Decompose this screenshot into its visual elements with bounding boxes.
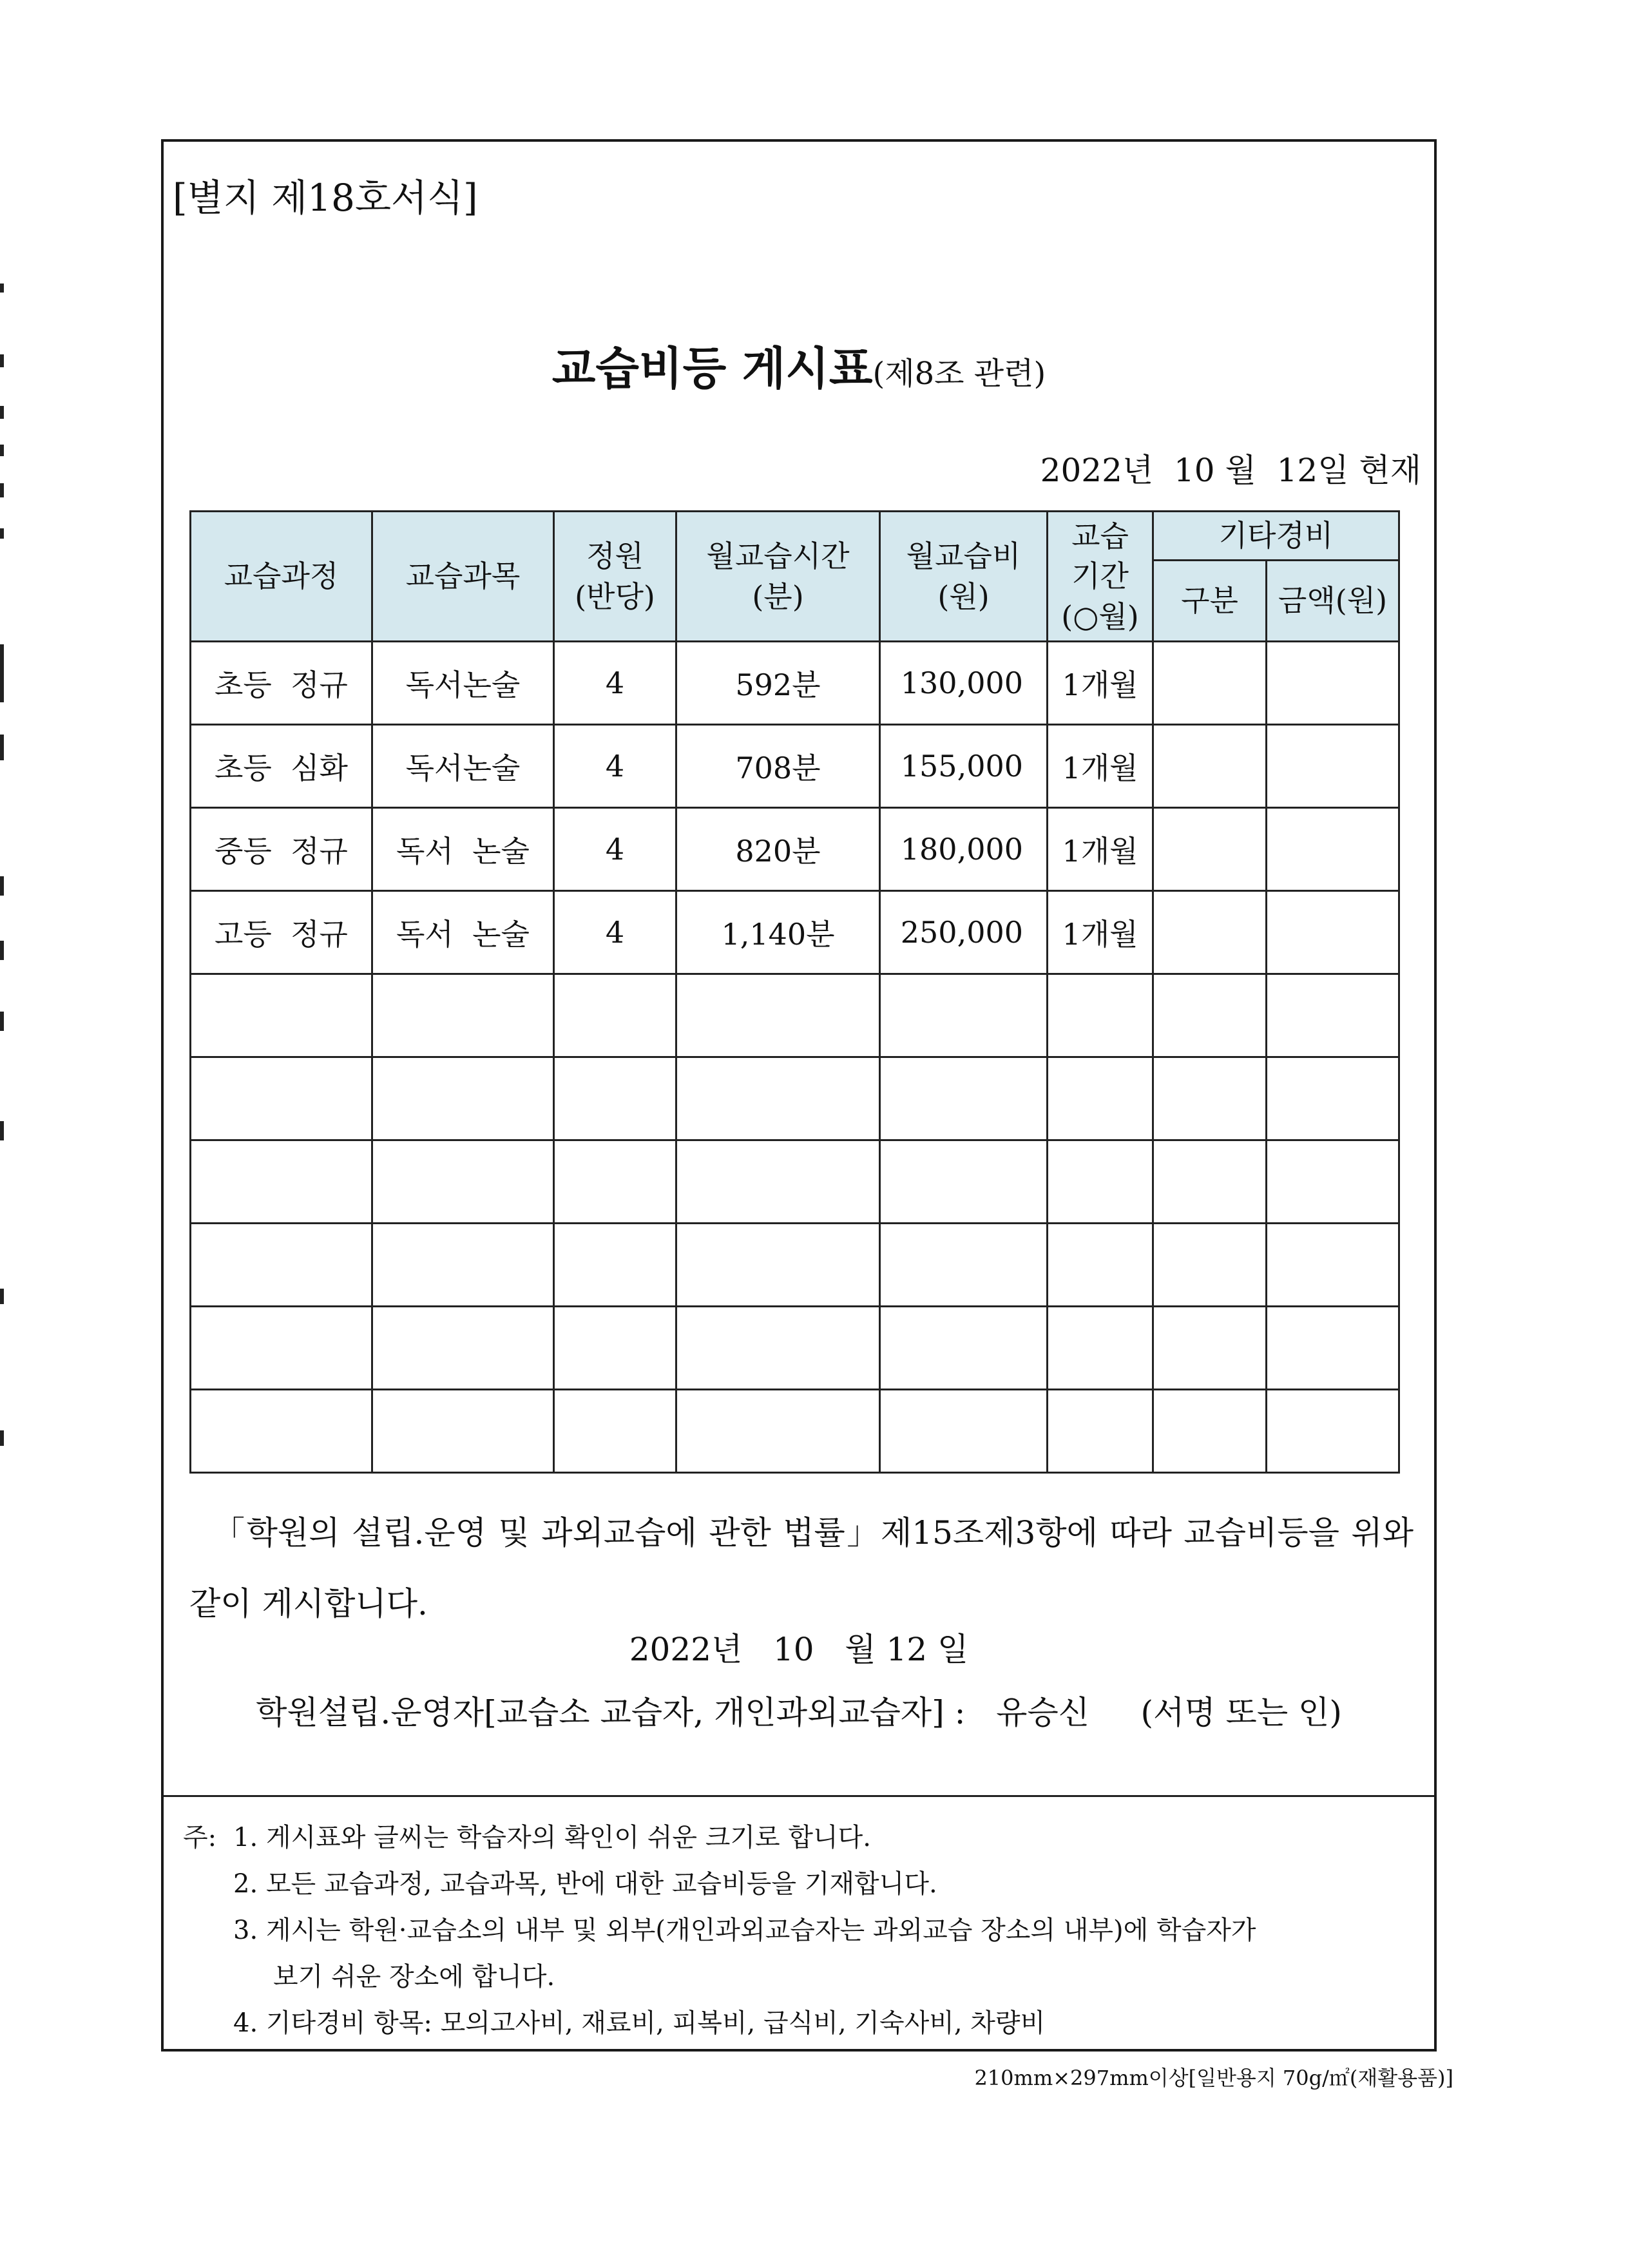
cell-other-amount [1267,725,1399,808]
as-of-date: 2022년 10 월 12일 현재 [1040,452,1421,489]
note-item-continuation [183,1954,1256,2000]
note-item [183,1861,1256,1907]
note-text: 2. 모든 교습과정, 교습과목, 반에 대한 교습비등을 기재합니다. [233,1869,937,1899]
note-item [183,2000,1256,2046]
cell-subject: 독서논술 [372,725,554,808]
cell-hours: 1,140분 [676,891,880,974]
form-number-label: [별지 제18호서식] [173,176,478,220]
empty-row [191,1390,1399,1473]
cell-capacity: 4 [554,642,676,725]
empty-row [191,1307,1399,1390]
header-capacity: 정원 (반당) [554,512,676,642]
cell-period: 1개월 [1048,725,1153,808]
table-row [191,808,1399,891]
empty-row [191,974,1399,1057]
title-main: 교습비등 게시표 [551,342,873,395]
form-frame [161,139,1437,2052]
cell-subject: 독서논술 [372,642,554,725]
statement [189,1497,1414,1639]
scan-edge-marks [0,284,5,1475]
cell-course: 고등 정규 [191,891,372,974]
cell-hours: 592분 [676,642,880,725]
header-monthly-fee: 월교습비 (원) [880,512,1048,642]
note-item [183,1814,1256,1861]
cell-fee: 155,000 [880,725,1048,808]
header-other-amount: 금액(원) [1267,561,1399,642]
table-row [191,891,1399,974]
cell-other-amount [1267,891,1399,974]
cell-other-type [1153,725,1267,808]
table-row [191,725,1399,808]
cell-period: 1개월 [1048,808,1153,891]
title-sub: (제8조 관련) [872,356,1046,392]
cell-hours: 708분 [676,725,880,808]
page-title [164,332,1434,398]
cell-hours: 820분 [676,808,880,891]
header-other-type: 구분 [1153,561,1267,642]
statement-text: 「학원의 설립.운영 및 과외교습에 관한 법률」제15조제3항에 따라 교습비등을 위와 같이 게시합니다. [189,1514,1414,1622]
cell-other-type [1153,808,1267,891]
cell-fee: 130,000 [880,642,1048,725]
cell-course: 중등 정규 [191,808,372,891]
cell-subject: 독서 논술 [372,891,554,974]
cell-capacity: 4 [554,725,676,808]
empty-row [191,1224,1399,1307]
cell-period: 1개월 [1048,891,1153,974]
cell-period: 1개월 [1048,642,1153,725]
fee-table [189,510,1400,1474]
notes [183,1814,1256,2046]
cell-other-amount [1267,642,1399,725]
note-text: 1. 게시표와 글씨는 학습자의 확인이 쉬운 크기로 합니다. [233,1823,871,1852]
cell-fee: 250,000 [880,891,1048,974]
cell-subject: 독서 논술 [372,808,554,891]
notes-divider [164,1795,1434,1797]
empty-row [191,1057,1399,1140]
header-subject: 교습과목 [372,512,554,642]
cell-fee: 180,000 [880,808,1048,891]
paper-spec: 210mm×297mm이상[일반용지 70g/㎡(재활용품)] [974,2066,1453,2090]
note-text: 3. 게시는 학원·교습소의 내부 및 외부(개인과외교습자는 과외교습 장소의 내부)에 학습자가 [233,1916,1256,1945]
note-text: 보기 쉬운 장소에 합니다. [273,1962,555,1992]
cell-course: 초등 정규 [191,642,372,725]
note-text: 4. 기타경비 항목: 모의고사비, 재료비, 피복비, 급식비, 기숙사비, 차량비 [233,2008,1046,2038]
cell-other-amount [1267,808,1399,891]
header-course: 교습과정 [191,512,372,642]
cell-capacity: 4 [554,808,676,891]
signature-date: 2022년 10 월 12 일 [629,1631,969,1668]
cell-course: 초등 심화 [191,725,372,808]
header-other-costs: 기타경비 [1153,512,1399,561]
cell-other-type [1153,642,1267,725]
header-period: 교습 기간 (○월) [1048,512,1153,642]
notes-prefix: 주: [183,1823,217,1852]
table-row [191,642,1399,725]
signer-line: 학원설립.운영자[교습소 교습자, 개인과외교습자] : 유승신 (서명 또는 인) [256,1694,1342,1731]
empty-row [191,1140,1399,1224]
cell-capacity: 4 [554,891,676,974]
note-item [183,1907,1256,1954]
header-monthly-hours: 월교습시간 (분) [676,512,880,642]
cell-other-type [1153,891,1267,974]
